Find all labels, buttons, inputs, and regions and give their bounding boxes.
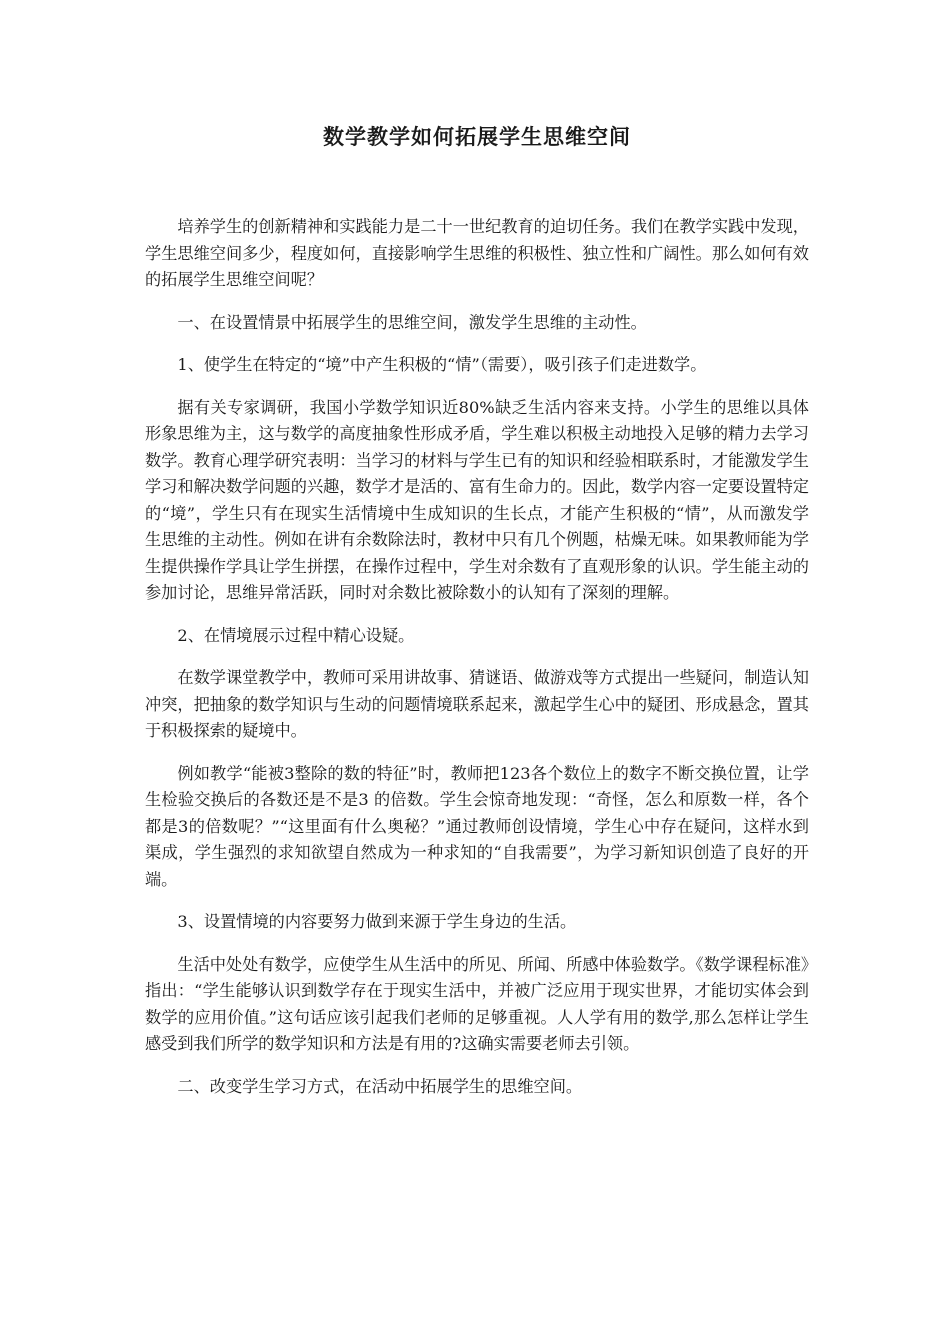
subheading-1-2: 2、在情境展示过程中精心设疑。: [177, 625, 415, 645]
subheading-1-1: 1、使学生在特定的“境”中产生积极的“情”（需要），吸引孩子们走进数学。: [177, 355, 707, 374]
paragraph-questioning: 在数学课堂教学中，教师可采用讲故事、猜谜语、做游戏等方式提出一些疑问，制造认知冲突，把抽象的数学知识与生动的问题情境联系起来，激起学生心中的疑团、形成悬念，置其于积极探索的疑境中。: [145, 668, 809, 740]
paragraph-research: 据有关专家调研，我国小学数学知识近80%缺乏生活内容来支持。小学生的思维以具体形象思维为主，这与数学的高度抽象性形成矛盾，学生难以积极主动地投入足够的精力去学习数学。教育心理学研究表明：当学习的材料与学生已有的知识和经验相联系时，才能激发学生学习和解决数学问题的兴趣，数学才是活的、富有生命力的。因此，数学内容一定要设置特定的“境”，学生只有在现实生活情境中生成知识的生长点，才能产生积极的“情”，从而激发学生思维的主动性。例如在讲有余数除法时，教材中只有几个例题，枯燥无味。如果教师能为学生提供操作学具让学生拼摆，在操作过程中，学生对余数有了直观形象的认识。学生能主动的参加讨论，思维异常活跃，同时对余数比被除数小的认知有了深刻的理解。: [145, 397, 809, 602]
paragraph-intro: 培养学生的创新精神和实践能力是二十一世纪教育的迫切任务。我们在教学实践中发现，学生思维空间多少，程度如何，直接影响学生思维的积极性、独立性和广阔性。那么如何有效的拓展学生思维空间呢？: [145, 217, 809, 289]
subheading-1-3: 3、设置情境的内容要努力做到来源于学生身边的生活。: [177, 912, 577, 931]
section-heading-1: 一、在设置情景中拓展学生的思维空间，激发学生思维的主动性。: [177, 312, 647, 332]
document-body: [145, 214, 809, 1116]
document-title: 数学教学如何拓展学生思维空间: [323, 124, 631, 149]
paragraph-example: 例如教学“能被3整除的数的特征”时，教师把123各个数位上的数字不断交换位置，让学生检验交换后的各数还是不是3 的倍数。学生会惊奇地发现：“奇怪，怎么和原数一样，各个都是3的倍数呢？”“这里面有什么奥秘？”通过教师创设情境，学生心中存在疑问，这样水到渠成，学生强烈的求知欲望自然成为一种求知的“自我需要”，为学习新知识创造了良好的开端。: [145, 763, 809, 889]
paragraph-daily-life: 生活中处处有数学，应使学生从生活中的所见、所闻、所感中体验数学。《数学课程标准》指出：“学生能够认识到数学存在于现实生活中，并被广泛应用于现实世界，才能切实体会到数学的应用价值。”这句话应该引起我们老师的足够重视。人人学有用的数学,那么怎样让学生感受到我们所学的数学知识和方法是有用的?这确实需要老师去引领。: [145, 954, 809, 1053]
section-heading-2: 二、改变学生学习方式，在活动中拓展学生的思维空间。: [177, 1076, 583, 1096]
